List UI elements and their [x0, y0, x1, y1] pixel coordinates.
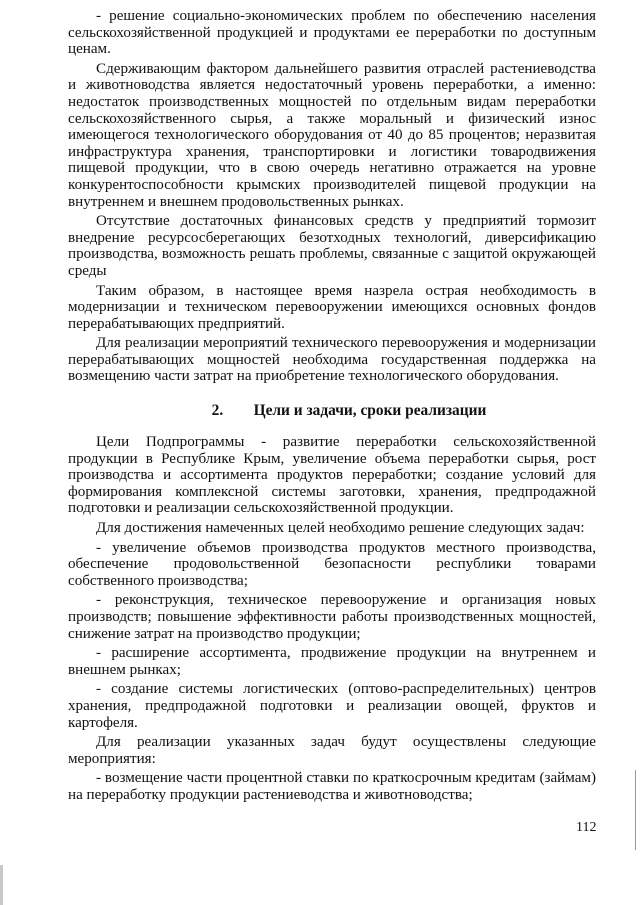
- list-item-task-reconstruction: - реконструкция, техническое перевооружение и организация новых производств; повышение эффективности работы производственных мощностей, снижение затрат на производство продукции;: [68, 592, 596, 642]
- page-number: 112: [576, 820, 597, 835]
- paragraph-constraining-factor: Сдерживающим фактором дальнейшего развития отраслей растениеводства и животноводства является недостаточный уровень переработки, а именно: недостаток производственных мощностей по отдельным видам переработки сельскохозяйственного сырья, а также моральный и физический износ имеющегося технологического оборудования от 40 до 85 процентов; неразвитая инфраструктура хранения, транспортировки и логистики товародвижения пищевой продукции, что в свою очередь негативно отражается на уровне конкурентоспособности крымских производителей пищевой продукции на внутреннем и внешнем продовольственных рынках.: [68, 60, 596, 210]
- paragraph-task-prices: - решение социально-экономических проблем по обеспечению населения сельскохозяйственной продукцией и продуктами ее переработки по доступным ценам.: [68, 8, 596, 58]
- document-body: [68, 8, 596, 804]
- section-heading: [68, 402, 596, 420]
- paragraph-measures-intro: Для реализации указанных задач будут осуществлены следующие мероприятия:: [68, 734, 596, 767]
- scan-corner-shadow: [0, 865, 3, 905]
- list-item-measure-interest: - возмещение части процентной ставки по краткосрочным кредитам (займам) на переработку продукции растениеводства и животноводства;: [68, 770, 596, 803]
- section-title: Цели и задачи, сроки реализации: [253, 402, 487, 420]
- list-item-task-volume: - увеличение объемов производства продуктов местного производства, обеспечение продовольственной безопасности республики товарами собственного производства;: [68, 539, 596, 589]
- paragraph-tasks-intro: Для достижения намеченных целей необходимо решение следующих задач:: [96, 520, 585, 537]
- paragraph-goals: Цели Подпрограммы - развитие переработки сельскохозяйственной продукции в Республике Крым, увеличение объема переработки сырья, рост производства и ассортимента продуктов переработки; создание условий для формирования комплексной системы заготовки, хранения, предпродажной подготовки и реализации сельскохозяйственной продукции.: [68, 434, 596, 517]
- scan-edge-line: [635, 770, 637, 850]
- paragraph-lack-of-funds: Отсутствие достаточных финансовых средств у предприятий тормозит внедрение ресурсосберегающих безотходных технологий, диверсификацию производства, возможность решать проблемы, связанные с защитой окружающей среды: [68, 213, 596, 279]
- paragraph-state-support: Для реализации мероприятий технического перевооружения и модернизации перерабатывающих мощностей необходима государственная поддержка на возмещению части затрат на приобретение технологического оборудования.: [68, 335, 596, 385]
- list-item-task-assortment: - расширение ассортимента, продвижение продукции на внутреннем и внешнем рынках;: [68, 645, 596, 678]
- paragraph-necessity: Таким образом, в настоящее время назрела острая необходимость в модернизации и техническом перевооружении имеющихся основных фондов перерабатывающих предприятий.: [68, 282, 596, 332]
- section-number: 2.: [211, 402, 224, 420]
- list-item-task-logistics: - создание системы логистических (оптово-распределительных) центров хранения, предпродажной подготовки и реализации овощей, фруктов и картофеля.: [68, 681, 596, 731]
